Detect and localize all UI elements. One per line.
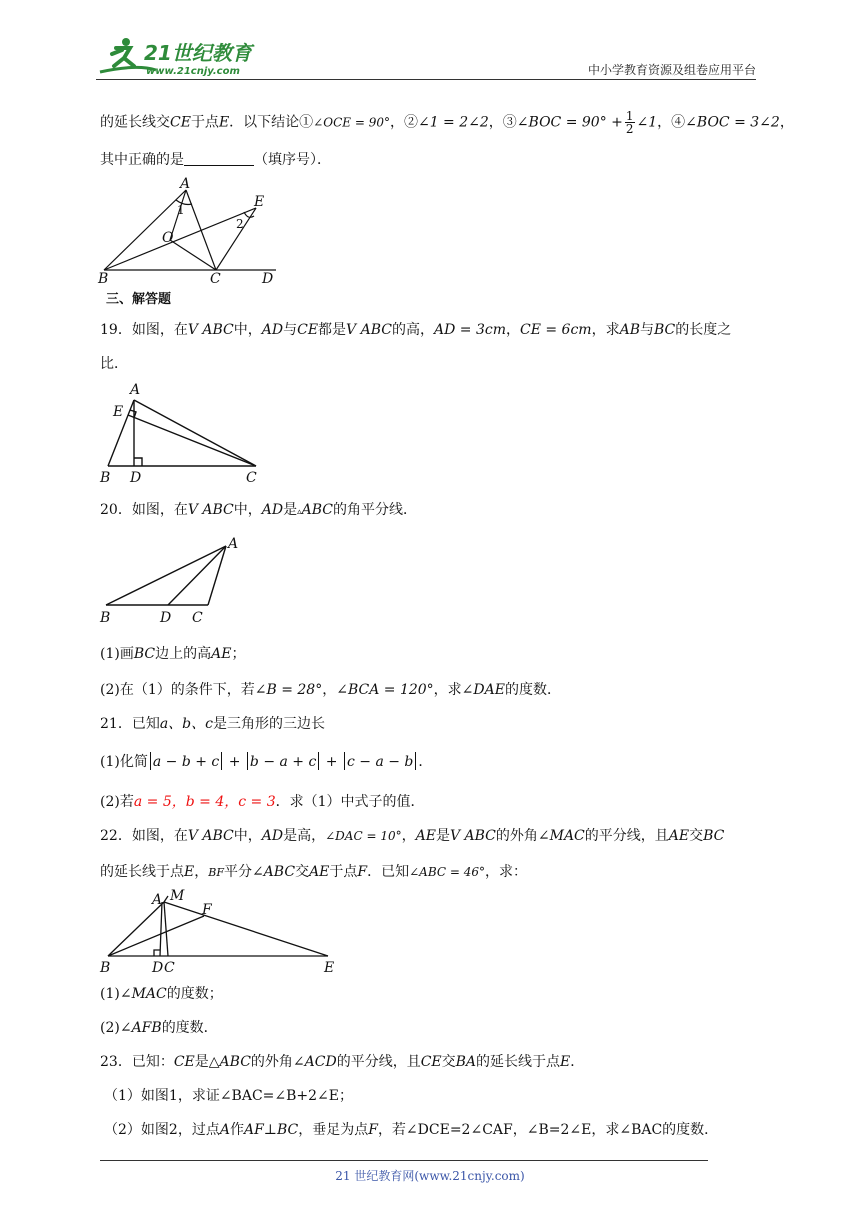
q20-part1: (1)画BC边上的高AE；	[100, 646, 246, 662]
answer-blank	[184, 151, 254, 166]
figure-q19	[96, 380, 266, 486]
footer-text: 21 世纪教育网(www.21cnjy.com)	[335, 1169, 525, 1183]
figure-q22	[96, 884, 346, 976]
q18-line2: 其中正确的是 （填序号）．	[100, 152, 331, 168]
site-logo	[96, 34, 266, 80]
svg-text:O: O	[162, 230, 174, 246]
svg-text:E: E	[324, 960, 335, 976]
svg-text:D: D	[130, 470, 142, 486]
svg-text:C: C	[164, 960, 175, 976]
svg-text:F: F	[202, 902, 212, 918]
q22-part2: (2)∠AFB的度数．	[100, 1020, 218, 1036]
q20-part2: (2)在（1）的条件下，若∠B = 28°，∠BCA = 120°，求∠DAE的度数．	[100, 682, 561, 698]
section-title: 三、解答题	[106, 292, 172, 307]
q19-line1: 19．如图，在V ABC中，AD与CE都是V ABC的高，AD = 3cm，CE = 6cm，求AB与BC的长度之	[100, 322, 732, 338]
svg-text:C: C	[210, 271, 221, 287]
q22-line1: 22．如图，在V ABC中，AD是高，∠DAC = 10°，AE是V ABC的外角∠MAC的平分线，且AE交BC	[100, 828, 725, 844]
q22-line2: 的延长线于点E，BF平分∠ABC交AE于点F．已知∠ABC = 46°，求：	[100, 864, 528, 880]
fraction-one-half: $\frac{1}{2}$	[625, 109, 634, 136]
q23-part1: （1）如图1，求证∠BAC=∠B+2∠E；	[104, 1088, 353, 1104]
q21-part2: (2)若a = 5，b = 4，c = 3．求（1）中式子的值．	[100, 794, 425, 810]
figure-q20	[96, 532, 256, 626]
q20-line1: 20．如图，在V ABC中，AD是▵ABC的角平分线．	[100, 502, 418, 518]
logo-text: 21世纪教育	[144, 41, 252, 65]
svg-text:D: D	[160, 610, 172, 626]
svg-text:A: A	[130, 382, 141, 398]
svg-text:1: 1	[177, 203, 185, 217]
svg-text:D: D	[152, 960, 164, 976]
svg-text:D: D	[262, 271, 274, 287]
svg-text:E: E	[254, 194, 265, 210]
svg-text:B: B	[98, 271, 109, 287]
q19-line2: 比．	[100, 356, 128, 372]
footer-divider	[100, 1160, 708, 1161]
svg-text:2: 2	[236, 217, 244, 231]
svg-text:A: A	[228, 536, 239, 552]
svg-text:E: E	[113, 404, 124, 420]
svg-text:A: A	[180, 176, 191, 192]
svg-text:C: C	[192, 610, 203, 626]
svg-text:M: M	[170, 888, 185, 904]
q23-line1: 23．已知：CE是△ABC的外角∠ACD的平分线，且CE交BA的延长线于点E．	[100, 1054, 585, 1070]
q23-part2: （2）如图2，过点A作AF⊥BC，垂足为点F，若∠DCE=2∠CAF，∠B=2∠E，求∠BAC的度数．	[104, 1122, 719, 1138]
figure-q18	[96, 176, 286, 288]
logo-url: www.21cnjy.com	[146, 66, 240, 77]
svg-text:C: C	[246, 470, 257, 486]
svg-text:B: B	[100, 470, 111, 486]
header-platform-text: 中小学教育资源及组卷应用平台	[587, 63, 756, 77]
q22-part1: (1)∠MAC的度数；	[100, 986, 223, 1002]
svg-text:A: A	[152, 892, 163, 908]
q18-line1: 的延长线交CE于点E．以下结论①∠OCE = 90°，②∠1 = 2∠2，③∠BOC = 90° + $\frac{1}{2}$ ∠1，④∠BOC = 3∠2，	[100, 109, 794, 136]
svg-text:B: B	[100, 610, 111, 626]
q21-line1: 21．已知a、b、c是三角形的三边长	[100, 716, 325, 732]
q21-part1: (1)化简 a − b + c + b − a + c + c − a − b ．	[100, 754, 433, 770]
header-divider	[96, 79, 756, 80]
svg-text:B: B	[100, 960, 111, 976]
